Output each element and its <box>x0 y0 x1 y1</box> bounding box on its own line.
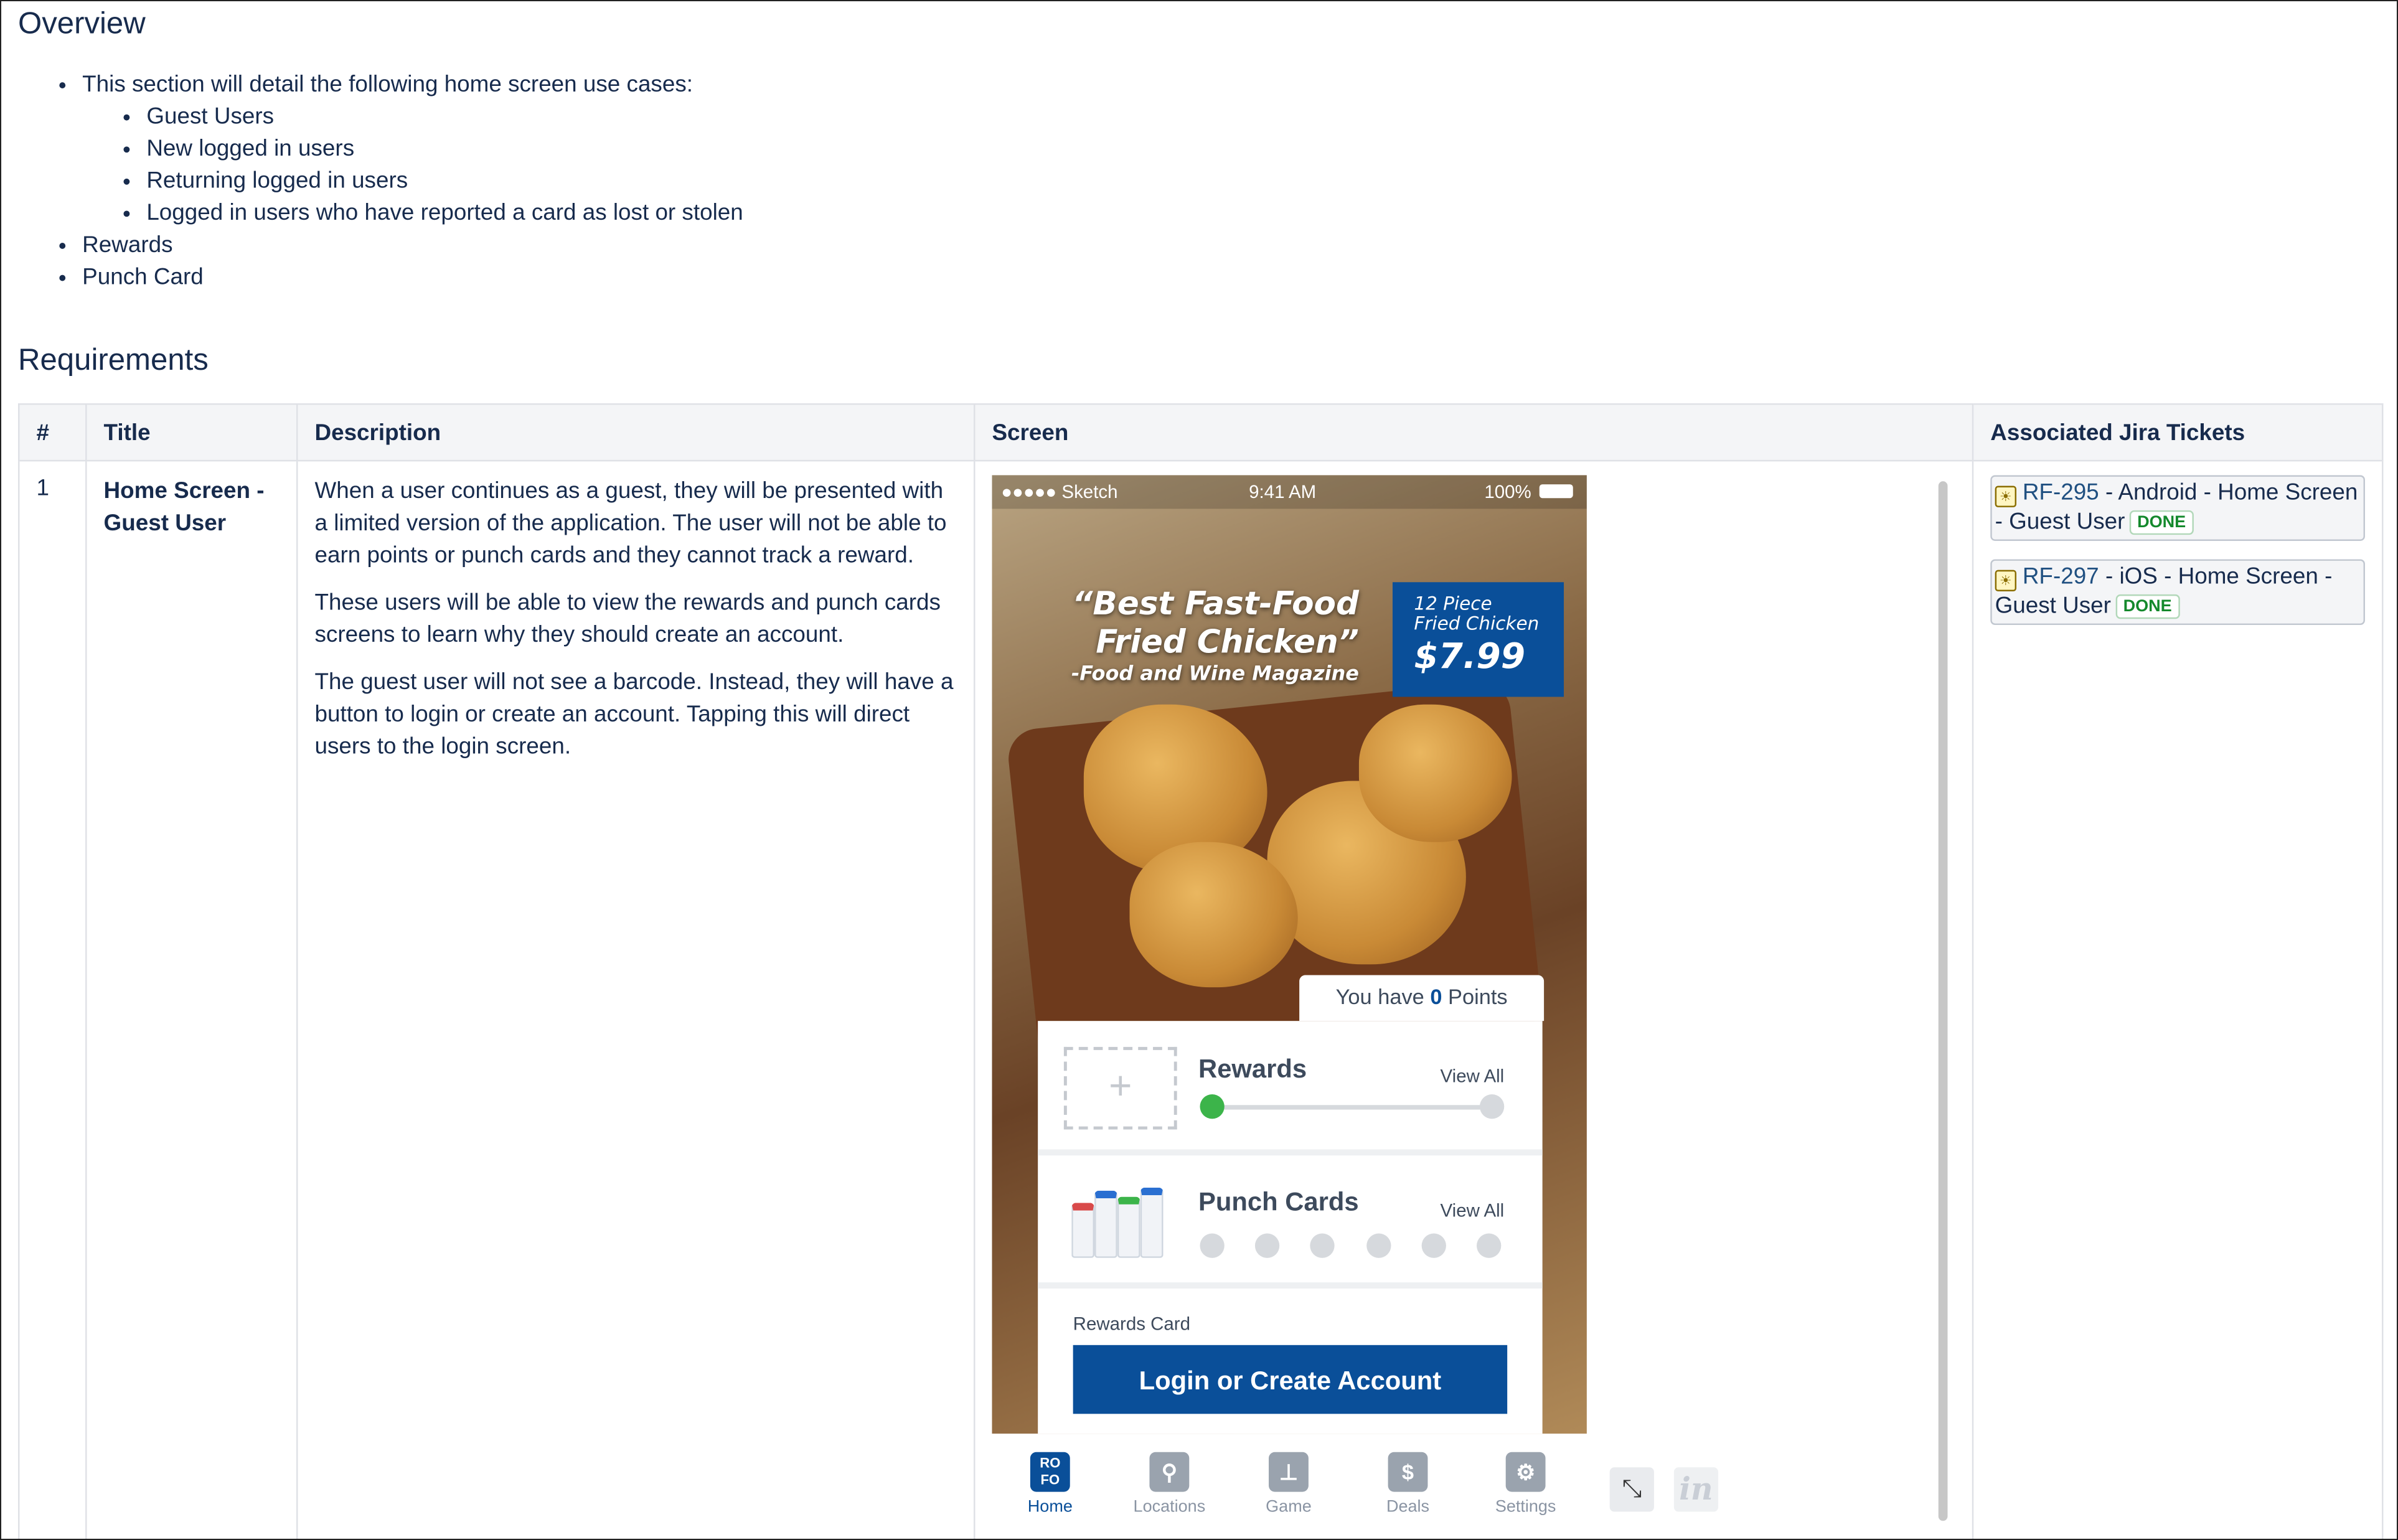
status-time: 9:41 AM <box>1249 481 1317 503</box>
milk-jug <box>1140 1188 1164 1258</box>
requirements-table <box>18 403 2383 1540</box>
battery-label: 100% <box>1484 481 1531 503</box>
row-number: 1 <box>19 461 86 1540</box>
column-header-title: Title <box>86 404 297 461</box>
rewards-card-panel <box>1038 1021 1542 1434</box>
punch-dot <box>1310 1234 1334 1258</box>
screen-preview <box>992 475 1955 1527</box>
price-badge <box>1393 582 1564 697</box>
tab-game[interactable]: ⊥ Game <box>1243 1452 1334 1516</box>
tab-deals[interactable]: $ Deals <box>1362 1452 1454 1516</box>
overview-heading: Overview <box>18 7 146 41</box>
milk-jug <box>1117 1197 1140 1258</box>
table-header-row <box>19 404 2382 461</box>
quote-source: -Food and Wine Magazine <box>1071 663 1359 687</box>
battery-icon <box>1540 484 1573 498</box>
carrier-label: ●●●●● Sketch <box>1001 481 1118 503</box>
status-bar <box>992 475 1586 509</box>
description-paragraph: The guest user will not see a barcode. Instead, they will have a button to login or create an account. Tapping this will direct users to the login screen. <box>314 669 954 760</box>
table-row <box>19 461 2382 1540</box>
jira-story-icon: ☀ <box>1995 570 2016 591</box>
list-item: • This section will detail the following home screen use cases: • Guest Users • New logged in users • Returning logged in users • Logged in users who have reported a card as lost or stolen <box>82 68 743 229</box>
dollar-tag-icon: $ <box>1388 1452 1428 1492</box>
points-value: 0 <box>1430 984 1442 1009</box>
requirements-heading: Requirements <box>18 344 209 378</box>
rofo-logo-icon: RO FO <box>1030 1452 1070 1492</box>
location-pin-icon: ⚲ <box>1149 1452 1189 1492</box>
login-or-create-account-button[interactable]: Login or Create Account <box>1073 1345 1508 1414</box>
rewards-label: Rewards <box>1198 1054 1307 1084</box>
gear-icon: ⚙ <box>1506 1452 1546 1492</box>
jira-ticket-summary: - iOS - Home Screen - Guest User <box>1995 563 2333 619</box>
list-item: • Logged in users who have reported a card as lost or stolen <box>146 197 743 229</box>
row-screen <box>974 461 1973 1540</box>
tab-settings[interactable]: ⚙ Settings <box>1480 1452 1571 1516</box>
phone-mockup <box>992 475 1586 1434</box>
status-badge: DONE <box>2130 510 2194 535</box>
punch-dot <box>1200 1234 1225 1258</box>
bottom-tab-bar <box>992 1434 1586 1527</box>
punch-cards-view-all-link[interactable]: View All <box>1440 1200 1505 1221</box>
jira-ticket-link[interactable]: RF-297 <box>2022 563 2099 590</box>
list-item: • Rewards <box>82 229 743 261</box>
column-header-number: # <box>19 404 86 461</box>
tab-home[interactable]: RO FO Home <box>1004 1452 1096 1516</box>
collapse-arrows-icon[interactable]: ⤡ <box>1610 1467 1654 1511</box>
punch-dot <box>1255 1234 1279 1258</box>
rewards-row[interactable] <box>1038 1021 1542 1155</box>
punch-cards-row[interactable] <box>1038 1155 1542 1289</box>
rewards-progress-start-dot <box>1200 1094 1225 1119</box>
column-header-screen: Screen <box>974 404 1973 461</box>
jira-story-icon: ☀ <box>1995 486 2016 507</box>
column-header-jira-tickets: Associated Jira Tickets <box>1973 404 2382 461</box>
price-label: 12 Piece Fried Chicken <box>1414 593 1540 634</box>
row-jira-tickets <box>1973 461 2382 1540</box>
price-value: $7.99 <box>1414 637 1526 677</box>
column-header-description: Description <box>297 404 974 461</box>
rewards-view-all-link[interactable]: View All <box>1440 1065 1505 1087</box>
punch-dot <box>1477 1234 1501 1258</box>
milk-jugs-image <box>1071 1178 1163 1258</box>
game-stamp-icon: ⊥ <box>1269 1452 1309 1492</box>
description-paragraph: When a user continues as a guest, they will be presented with a limited version of the application. The user will not be able to earn points or punch cards and they cannot track a reward. <box>314 478 947 569</box>
add-reward-icon[interactable]: + <box>1064 1047 1177 1130</box>
row-description <box>297 461 974 1540</box>
rewards-card-label: Rewards Card <box>1073 1313 1191 1335</box>
overview-list <box>1 68 743 293</box>
scrollbar[interactable] <box>1939 481 1948 1521</box>
status-badge: DONE <box>2115 594 2179 619</box>
punch-dot <box>1366 1234 1391 1258</box>
list-item: • Punch Card <box>82 261 743 294</box>
punch-dot <box>1422 1234 1446 1258</box>
promo-quote <box>1053 585 1359 689</box>
list-item: • Guest Users <box>146 101 743 133</box>
points-tab: You have 0 Points <box>1299 975 1544 1021</box>
invision-logo-icon[interactable]: in <box>1674 1467 1718 1511</box>
rewards-progress-track <box>1212 1105 1490 1109</box>
jira-ticket-link[interactable]: RF-295 <box>2022 479 2099 506</box>
jira-ticket[interactable] <box>1990 475 2365 541</box>
tab-locations[interactable]: ⚲ Locations <box>1124 1452 1215 1516</box>
description-paragraph: These users will be able to view the rewards and punch cards screens to learn why they should create an account. <box>314 589 941 648</box>
punch-cards-label: Punch Cards <box>1198 1187 1359 1217</box>
list-item: • New logged in users <box>146 133 743 165</box>
rewards-progress-end-dot <box>1480 1094 1504 1119</box>
quote-line: Fried Chicken” <box>1096 623 1359 660</box>
use-case-list <box>82 101 743 229</box>
milk-jug <box>1094 1191 1117 1258</box>
quote-line: “Best Fast-Food <box>1072 585 1359 622</box>
jira-ticket[interactable] <box>1990 559 2365 625</box>
row-title: Home Screen - Guest User <box>86 461 297 1540</box>
milk-jug <box>1071 1203 1094 1257</box>
list-item: • Returning logged in users <box>146 165 743 197</box>
jira-ticket-summary: - Android - Home Screen - Guest User <box>1995 479 2358 535</box>
